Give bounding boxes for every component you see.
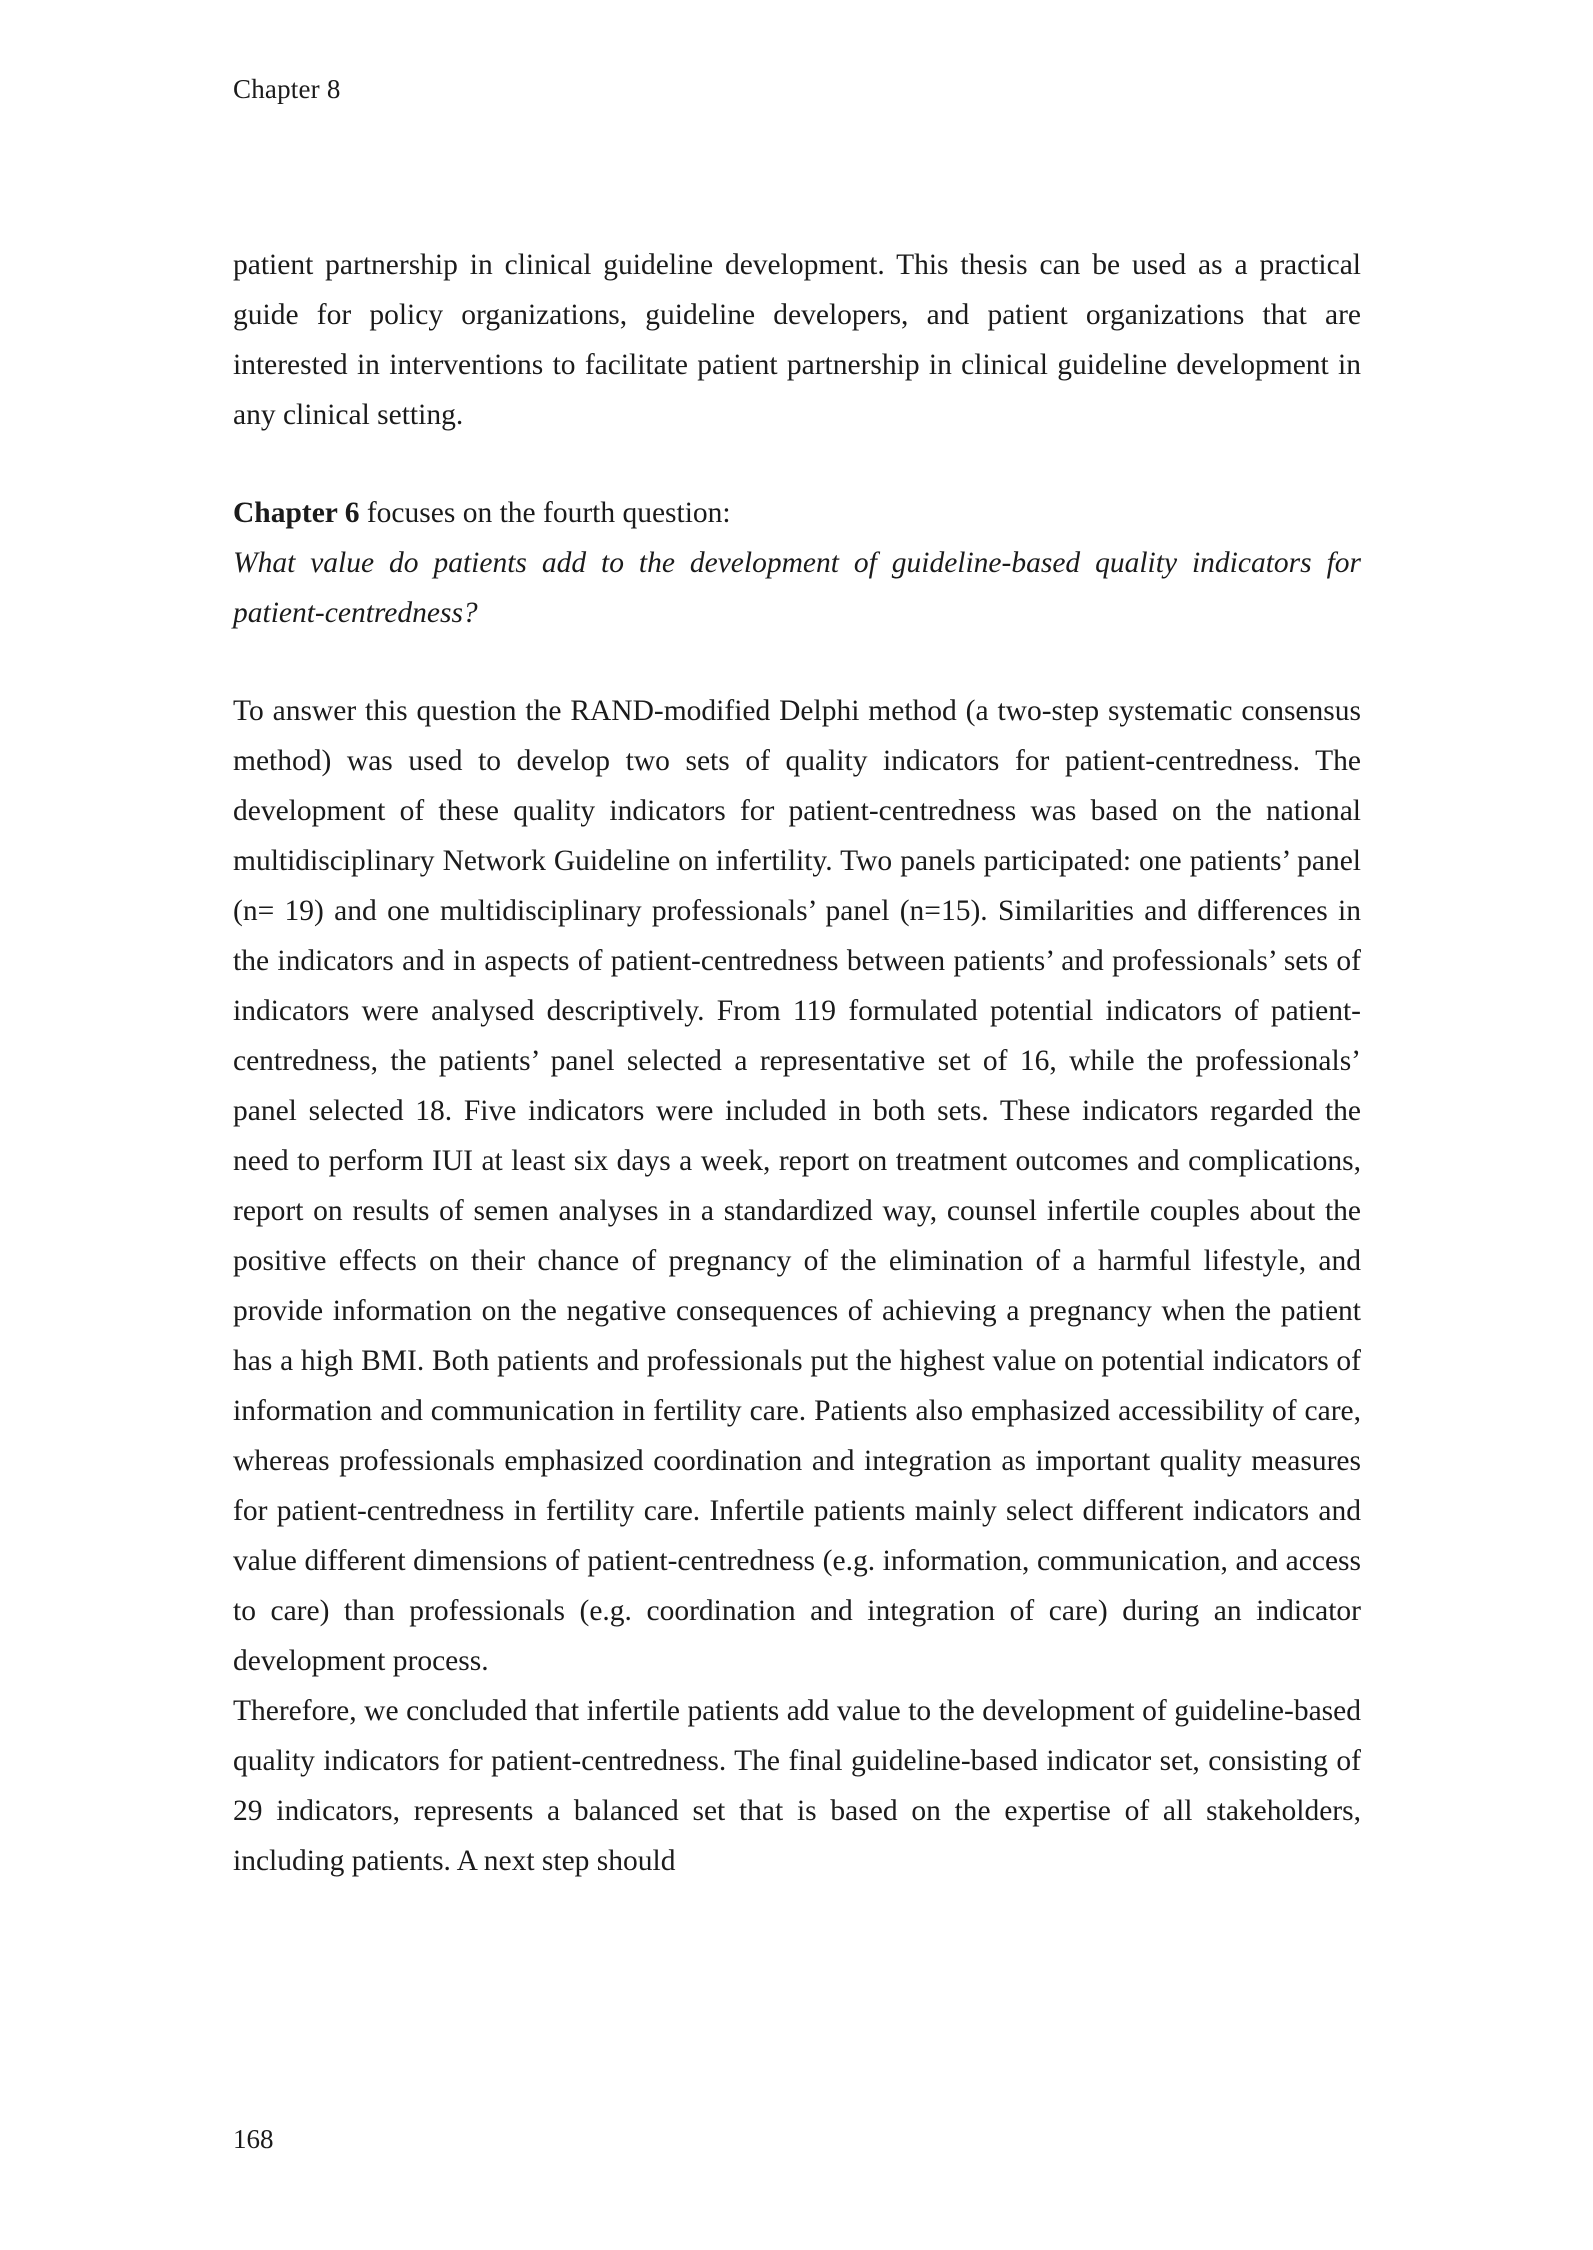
- running-header: Chapter 8: [233, 74, 341, 104]
- paragraph-conclusion: Therefore, we concluded that infertile patients add value to the development of guideline-based quality indicators for patient-centredness. The final guideline-based indicator set, consisting of 29 indicators, represents a balanced set that is based on the expertise of all stakeholders, including patients. A next step should: [233, 1695, 1361, 1877]
- chapter-reference-bold: Chapter 6: [233, 497, 360, 529]
- paragraph-continuation: patient partnership in clinical guideline development. This thesis can be used as a practical guide for policy organizations, guideline developers, and patient organizations that are interested in interventions to facilitate patient partnership in clinical guideline development in any clinical setting.: [233, 249, 1361, 431]
- chapter-reference-rest: focuses on the fourth question:: [359, 497, 731, 529]
- page-number: 168: [233, 2124, 274, 2154]
- page-content: [233, 240, 1361, 1886]
- research-question: What value do patients add to the development of guideline-based quality indicators for patient-centredness?: [233, 547, 1361, 629]
- chapter-reference-line: [233, 488, 1361, 538]
- paragraph-methods-results: To answer this question the RAND-modified Delphi method (a two-step systematic consensus method) was used to develop two sets of quality indicators for patient-centredness. The development of these quality indicators for patient-centredness was based on the national multidisciplinary Network Guideline on infertility. Two panels participated: one patients’ panel (n= 19) and one multidisciplinary professionals’ panel (n=15). Similarities and differences in the indicators and in aspects of patient-centredness between patients’ and professionals’ sets of indicators were analysed descriptively. From 119 formulated potential indicators of patient-centredness, the patients’ panel selected a representative set of 16, while the professionals’ panel selected 18. Five indicators were included in both sets. These indicators regarded the need to perform IUI at least six days a week, report on treatment outcomes and complications, report on results of semen analyses in a standardized way, counsel infertile couples about the positive effects on their chance of pregnancy of the elimination of a harmful lifestyle, and provide information on the negative consequences of achieving a pregnancy when the patient has a high BMI. Both patients and professionals put the highest value on potential indicators of information and communication in fertility care. Patients also emphasized accessibility of care, whereas professionals emphasized coordination and integration as important quality measures for patient-centredness in fertility care. Infertile patients mainly select different indicators and value different dimensions of patient-centredness (e.g. information, communication, and access to care) than professionals (e.g. coordination and integration of care) during an indicator development process.: [233, 695, 1361, 1677]
